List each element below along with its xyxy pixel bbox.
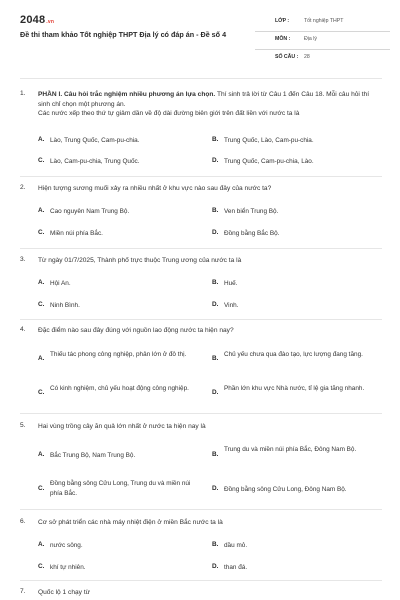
question-number: 5. (20, 422, 26, 429)
option-text: Huế. (224, 280, 238, 287)
question-4 (20, 326, 382, 412)
option-text: Trung du và miền núi phía Bắc, Đông Nam Bộ. (224, 446, 357, 453)
question-text: Từ ngày 01/7/2025, Thành phố trực thuộc Trung ương của nước ta là (38, 257, 242, 264)
site-logo[interactable] (20, 14, 54, 26)
exam-title: Đề thi tham khảo Tốt nghiệp THPT Địa lý có đáp án - Đề số 4 (20, 30, 227, 39)
divider (20, 413, 382, 414)
question-1 (20, 90, 382, 170)
option-text: Thiếu tác phong công nghiệp, phân lớn ở đô thị. (50, 351, 187, 358)
divider (20, 78, 382, 79)
option-text: dầu mỏ. (224, 542, 248, 549)
option-letter: B. (212, 355, 219, 362)
option-text: Có kinh nghiệm, chủ yếu hoạt động công nghiệp. (50, 385, 189, 392)
divider (20, 248, 382, 249)
option-text: Ninh Bình. (50, 302, 80, 309)
divider (20, 580, 382, 581)
instruction-text: Thí sinh trả lời từ Câu 1 đến Câu 18. Mỗi câu hỏi thí sinh chỉ chọn một phương án. (38, 91, 370, 108)
question-text: Hiện tượng sương muối xảy ra nhiều nhất ở khu vực nào sau đây của nước ta? (38, 185, 272, 192)
option-letter: C. (38, 229, 45, 236)
part-heading: PHẦN I. Câu hỏi trắc nghiệm nhiều phương án lựa chọn. (38, 91, 216, 98)
option-letter: C. (38, 301, 45, 308)
option-letter: D. (212, 229, 219, 236)
option-text: Trung Quốc, Lào, Cam-pu-chia. (224, 137, 314, 144)
option-letter: A. (38, 136, 45, 143)
exam-meta (255, 14, 390, 67)
meta-count (255, 50, 390, 67)
option-text: nước sông. (50, 542, 83, 549)
option-letter: B. (212, 279, 219, 286)
question-number: 2. (20, 184, 26, 191)
question-6 (20, 518, 382, 578)
question-2 (20, 184, 382, 244)
question-prompt: Các nước xếp theo thứ tự giảm dần về độ dài đường biên giới trên đất liền với nước ta là (38, 110, 300, 118)
option-text: Chủ yếu chưa qua đào tạo, lực lượng đang tăng. (224, 351, 363, 358)
divider (20, 176, 382, 177)
divider (20, 509, 382, 510)
option-text: Lào, Trung Quốc, Cam-pu-chia. (50, 137, 140, 144)
option-letter: D. (212, 157, 219, 164)
option-text: Ven biển Trung Bộ. (224, 208, 279, 215)
option-text: Đồng bằng sông Cửu Long, Trung du và miền núi phía Bắc. (50, 480, 191, 497)
option-text: khí tự nhiên. (50, 564, 86, 571)
option-text: than đá. (224, 564, 248, 571)
option-letter: A. (38, 355, 45, 362)
meta-key: LỚP : (275, 18, 290, 24)
option-text: Trung Quốc, Cam-pu-chia, Lào. (224, 158, 314, 165)
meta-value: Tốt nghiệp THPT (304, 18, 344, 24)
option-text: Đồng bằng Bắc Bộ. (224, 230, 280, 237)
option-letter: A. (38, 451, 45, 458)
option-letter: C. (38, 157, 45, 164)
option-letter: B. (212, 136, 219, 143)
option-text: Phần lớn khu vực Nhà nước, tỉ lệ gia tăng nhanh. (224, 385, 365, 392)
question-text: Cơ sở phát triển các nhà máy nhiệt điện ở miền Bắc nước ta là (38, 519, 223, 526)
question-number: 6. (20, 518, 26, 525)
meta-key: SỐ CÂU : (275, 54, 299, 60)
question-3 (20, 256, 382, 316)
divider (20, 319, 382, 320)
meta-subject (255, 32, 390, 50)
question-text (38, 90, 378, 119)
option-letter: A. (38, 207, 45, 214)
meta-key: MÔN : (275, 36, 291, 42)
question-text: Đặc điểm nào sau đây đúng với nguồn lao động nước ta hiện nay? (38, 327, 234, 334)
option-letter: D. (212, 389, 219, 396)
option-letter: B. (212, 451, 219, 458)
option-letter: B. (212, 541, 219, 548)
question-number: 7. (20, 588, 26, 595)
question-5 (20, 422, 382, 508)
option-text: Miền núi phía Bắc. (50, 230, 103, 237)
option-letter: A. (38, 541, 45, 548)
option-text: Vinh. (224, 302, 239, 309)
question-7 (20, 588, 382, 600)
meta-value: 28 (304, 54, 310, 60)
meta-value: Địa lý (304, 36, 317, 42)
option-letter: D. (212, 563, 219, 570)
option-letter: C. (38, 389, 45, 396)
exam-header (20, 14, 382, 62)
option-text: Lào, Cam-pu-chia, Trung Quốc. (50, 158, 140, 165)
option-letter: A. (38, 279, 45, 286)
logo-suffix: .vn (46, 19, 55, 25)
question-number: 1. (20, 90, 26, 97)
question-number: 4. (20, 326, 26, 333)
option-text: Bắc Trung Bộ, Nam Trung Bộ. (50, 452, 136, 459)
option-letter: D. (212, 485, 219, 492)
option-letter: C. (38, 563, 45, 570)
option-text: Đồng bằng sông Cửu Long, Đông Nam Bộ. (224, 486, 347, 493)
option-text: Hội An. (50, 280, 71, 287)
logo-text: 2048 (20, 14, 46, 26)
option-text: Cao nguyên Nam Trung Bộ. (50, 208, 130, 215)
question-text: Hai vùng trồng cây ăn quả lớn nhất ở nước ta hiện nay là (38, 423, 206, 430)
meta-class (255, 14, 390, 32)
option-letter: D. (212, 301, 219, 308)
option-letter: C. (38, 485, 45, 492)
question-text: Quốc lộ 1 chạy từ (38, 589, 91, 596)
option-letter: B. (212, 207, 219, 214)
question-number: 3. (20, 256, 26, 263)
